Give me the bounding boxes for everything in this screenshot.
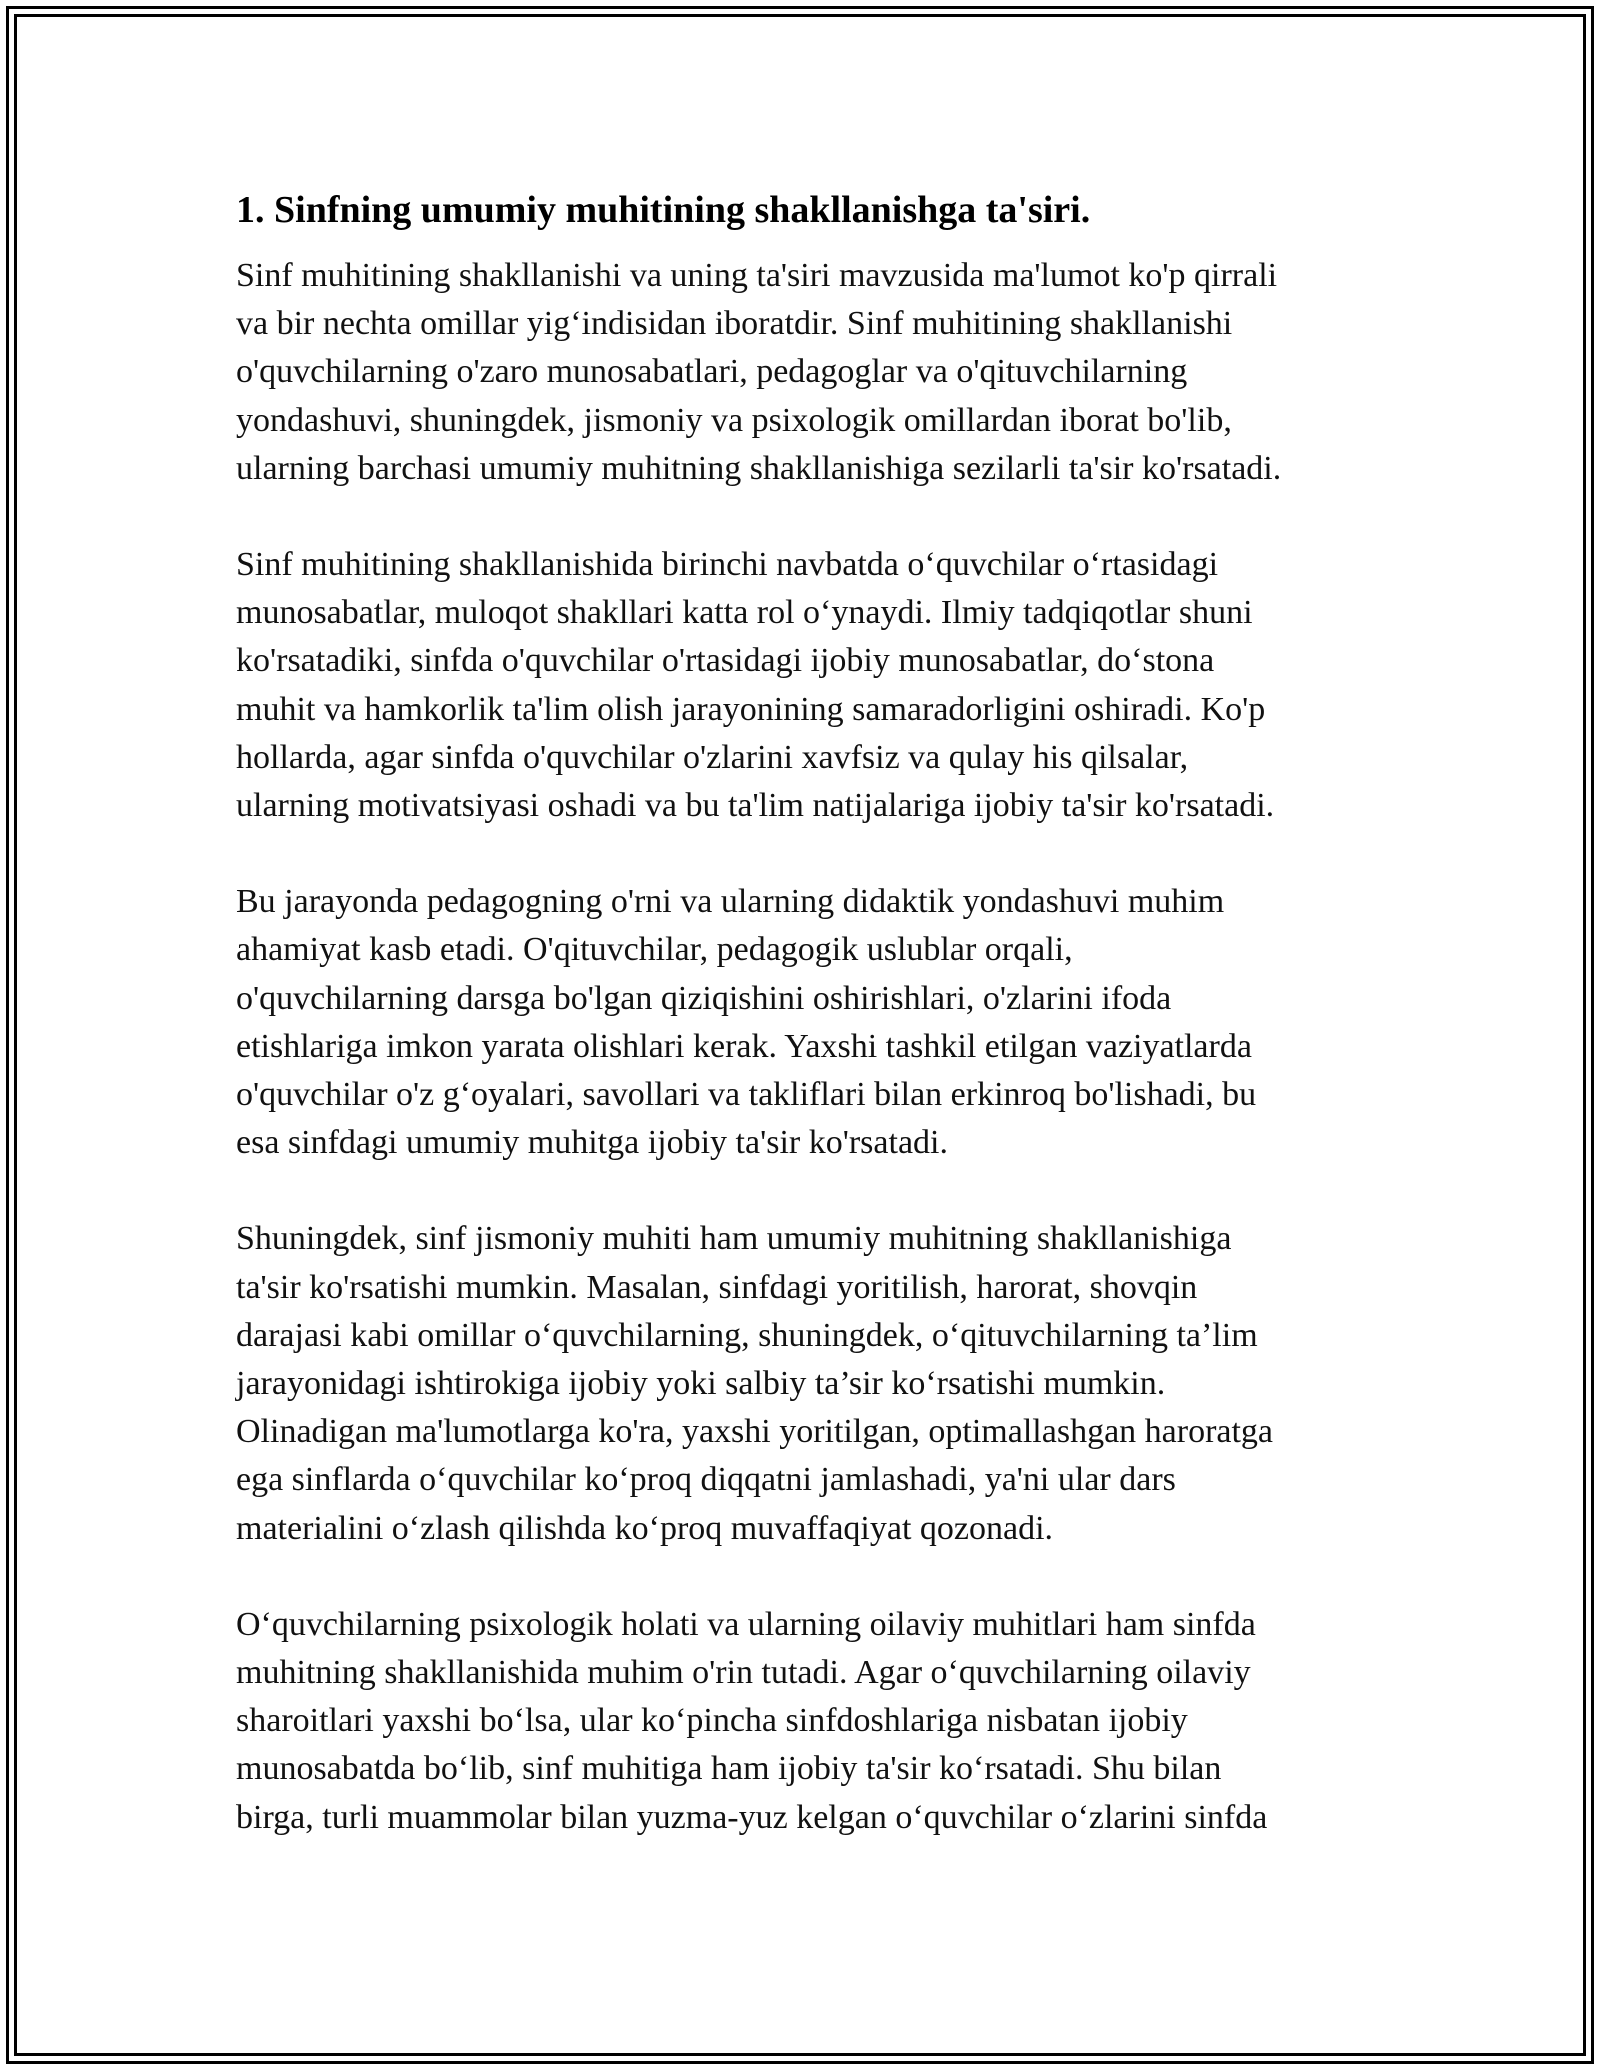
paragraph-2 — [236, 541, 1366, 830]
text-line: munosabatda bo‘lib, sinf muhitiga ham ijobiy ta'sir ko‘rsatadi. Shu bilan — [236, 1750, 1222, 1788]
paragraph-4 — [236, 1215, 1366, 1552]
text-line: Bu jarayonda pedagogning o'rni va ularning didaktik yondashuvi muhim — [236, 883, 1225, 921]
text-line: ta'sir ko'rsatishi mumkin. Masalan, sinfdagi yoritilish, harorat, shovqin — [236, 1268, 1198, 1306]
text-line: etishlariga imkon yarata olishlari kerak. Yaxshi tashkil etilgan vaziyatlarda — [236, 1027, 1252, 1065]
text-line: o'quvchilarning darsga bo'lgan qiziqishini oshirishlari, o'zlarini ifoda — [236, 979, 1172, 1017]
text-line: O‘quvchilarning psixologik holati va ularning oilaviy muhitlari ham sinfda — [236, 1605, 1256, 1643]
text-line: jarayonidagi ishtirokiga ijobiy yoki salbiy ta’sir ko‘rsatishi mumkin. — [236, 1365, 1166, 1403]
document-title: 1. Sinfning umumiy muhitining shakllanishga ta'siri. — [236, 189, 1091, 231]
text-line: muhitning shakllanishida muhim o'rin tutadi. Agar o‘quvchilarning oilaviy — [236, 1654, 1251, 1692]
document-body — [236, 186, 1366, 1890]
text-line: ega sinflarda o‘quvchilar ko‘proq diqqatni jamlashadi, ya'ni ular dars — [236, 1461, 1176, 1499]
text-line: birga, turli muammolar bilan yuzma-yuz kelgan o‘quvchilar o‘zlarini sinfda — [236, 1798, 1268, 1836]
text-line: ularning barchasi umumiy muhitning shakllanishiga sezilarli ta'sir ko'rsatadi. — [236, 449, 1282, 487]
text-line: munosabatlar, muloqot shakllari katta rol o‘ynaydi. Ilmiy tadqiqotlar shuni — [236, 594, 1253, 632]
text-line: ahamiyat kasb etadi. O'qituvchilar, pedagogik uslublar orqali, — [236, 931, 1073, 969]
text-line: ko'rsatadiki, sinfda o'quvchilar o'rtasidagi ijobiy munosabatlar, do‘stona — [236, 642, 1215, 680]
text-line: hollarda, agar sinfda o'quvchilar o'zlarini xavfsiz va qulay his qilsalar, — [236, 738, 1189, 776]
text-line: materialini o‘zlash qilishda ko‘proq muvaffaqiyat qozonadi. — [236, 1509, 1054, 1547]
text-line: yondashuvi, shuningdek, jismoniy va psixologik omillardan iborat bo'lib, — [236, 401, 1232, 439]
paragraph-3 — [236, 878, 1366, 1167]
text-line: o'quvchilar o'z g‘oyalari, savollari va takliflari bilan erkinroq bo'lishadi, bu — [236, 1076, 1257, 1114]
text-line: darajasi kabi omillar o‘quvchilarning, shuningdek, o‘qituvchilarning ta’lim — [236, 1316, 1258, 1354]
paragraph-5 — [236, 1601, 1366, 1842]
text-line: Olinadigan ma'lumotlarga ko'ra, yaxshi yoritilgan, optimallashgan haroratga — [236, 1413, 1274, 1451]
paragraph-1 — [236, 252, 1366, 493]
text-line: Shuningdek, sinf jismoniy muhiti ham umumiy muhitning shakllanishiga — [236, 1220, 1232, 1258]
text-line: esa sinfdagi umumiy muhitga ijobiy ta'sir ko'rsatadi. — [236, 1124, 948, 1162]
text-line: Sinf muhitining shakllanishi va uning ta'siri mavzusida ma'lumot ko'p qirrali — [236, 257, 1278, 294]
text-line: o'quvchilarning o'zaro munosabatlari, pedagoglar va o'qituvchilarning — [236, 353, 1188, 391]
text-line: va bir nechta omillar yig‘indisidan iboratdir. Sinf muhitining shakllanishi — [236, 305, 1233, 343]
text-line: muhit va hamkorlik ta'lim olish jarayonining samaradorligini oshiradi. Ko'p — [236, 690, 1266, 728]
text-line: Sinf muhitining shakllanishida birinchi navbatda o‘quvchilar o‘rtasidagi — [236, 546, 1219, 584]
text-line: ularning motivatsiyasi oshadi va bu ta'lim natijalariga ijobiy ta'sir ko'rsatadi. — [236, 787, 1275, 825]
text-line: sharoitlari yaxshi bo‘lsa, ular ko‘pincha sinfdoshlariga nisbatan ijobiy — [236, 1702, 1188, 1740]
